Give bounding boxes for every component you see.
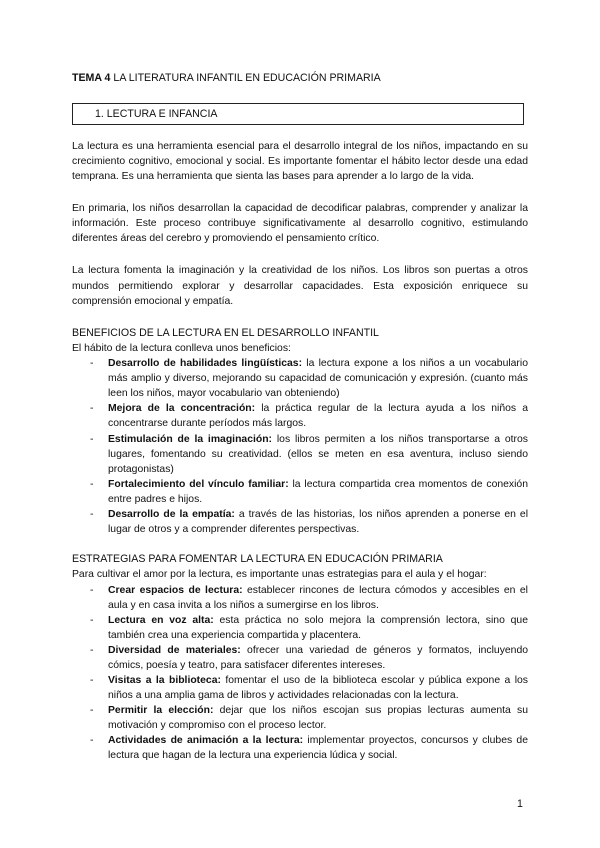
benefits-list (72, 356, 528, 537)
paragraph-3: La lectura fomenta la imaginación y la creatividad de los niños. Los libros son puertas a otros mundos permitiendo explorar y desarrollar capacidades. Esta exposición enriquece su comprensión emocional y empatía. (72, 265, 528, 307)
benefits-intro: El hábito de la lectura conlleva unos beneficios: (72, 343, 291, 355)
item-text: los libros permiten a los niños transportarse a otros lugares, fomentando su creatividad. (ellos se meten en esa aventura, incluso siendo protagonistas) (108, 433, 528, 475)
item-text: la lectura compartida crea momentos de conexión entre padres e hijos. (108, 478, 528, 505)
item-term: Visitas a la biblioteca: (108, 674, 221, 686)
bullet-dash: - (90, 358, 94, 370)
paragraph-2: En primaria, los niños desarrollan la capacidad de decodificar palabras, comprender y analizar la información. Este proceso contribuye significativamente al desarrollo cognitivo, estimulando diferentes áreas del cerebro y promoviendo el pensamiento crítico. (72, 203, 528, 245)
strategies-intro: Para cultivar el amor por la lectura, es importante unas estrategias para el aula y el hogar: (72, 569, 487, 581)
list-item (90, 432, 528, 477)
item-text: implementar proyectos, concursos y clubes de lectura que hagan de la lectura una experiencia lúdica y social. (108, 735, 528, 762)
item-text: la práctica regular de la lectura ayuda a los niños a concentrarse durante períodos más largos. (108, 403, 528, 430)
item-term: Fortalecimiento del vínculo familiar: (108, 478, 289, 490)
item-term: Lectura en voz alta: (108, 614, 214, 626)
item-text: ofrecer una variedad de géneros y formatos, incluyendo cómics, poesía y teatro, para satisfacer diferentes intereses. (108, 644, 529, 671)
bullet-dash: - (90, 674, 94, 686)
page-number: 1 (517, 798, 523, 810)
list-item (90, 733, 528, 763)
item-term: Mejora de la concentración: (108, 403, 256, 415)
item-term: Permitir la elección: (108, 705, 214, 717)
list-item (90, 507, 528, 537)
document-body (72, 139, 528, 778)
item-text: establecer rincones de lectura cómodos y accesibles en el aula y en casa invita a los niños a sumergirse en los libros. (108, 584, 528, 611)
list-item (90, 643, 529, 673)
strategies-list (72, 583, 528, 764)
bullet-dash: - (90, 433, 94, 445)
list-item (90, 583, 528, 613)
title-label: TEMA 4 (72, 72, 111, 84)
section-heading-box (72, 103, 524, 125)
benefits-heading: BENEFICIOS DE LA LECTURA EN EL DESARROLLO INFANTIL (72, 326, 379, 339)
paragraph-1: La lectura es una herramienta esencial para el desarrollo integral de los niños, impactando en su crecimiento cognitivo, emocional y social. Es importante fomentar el hábito lector desde una edad temprana. Es una herramienta que sienta las bases para aprender a lo largo de la vida. (72, 141, 528, 183)
list-item (90, 477, 528, 507)
section-heading: 1. LECTURA E INFANCIA (95, 108, 218, 120)
list-item (90, 673, 528, 703)
bullet-dash: - (90, 508, 94, 520)
bullet-dash: - (90, 705, 94, 717)
document-title (72, 71, 381, 86)
bullet-dash: - (90, 584, 94, 596)
item-text: a través de las historias, los niños aprenden a ponerse en el lugar de otros y a comprender diferentes perspectivas. (108, 508, 528, 535)
bullet-dash: - (90, 735, 94, 747)
item-term: Diversidad de materiales: (108, 644, 241, 656)
bullet-dash: - (90, 403, 94, 415)
item-text: esta práctica no solo mejora la comprensión lectora, sino que también crea una experiencia compartida y placentera. (108, 614, 528, 641)
item-text: dejar que los niños escojan sus propias lecturas aumenta su motivación y compromiso con el proceso lector. (108, 705, 528, 732)
title-text: LA LITERATURA INFANTIL EN EDUCACIÓN PRIMARIA (113, 72, 381, 84)
item-term: Crear espacios de lectura: (108, 584, 243, 596)
bullet-dash: - (90, 614, 94, 626)
list-item (90, 356, 528, 401)
item-term: Desarrollo de la empatía: (108, 508, 235, 520)
bullet-dash: - (90, 478, 94, 490)
item-text: fomentar el uso de la biblioteca escolar y pública expone a los niños a una amplia gama de libros y actividades relacionadas con la lectura. (108, 674, 528, 702)
item-term: Actividades de animación a la lectura: (108, 735, 304, 747)
list-item (90, 703, 528, 733)
bullet-dash: - (90, 644, 94, 656)
strategies-heading: ESTRATEGIAS PARA FOMENTAR LA LECTURA EN EDUCACIÓN PRIMARIA (72, 553, 443, 566)
list-item (90, 613, 528, 643)
item-term: Estimulación de la imaginación: (108, 433, 273, 445)
item-text: la lectura expone a los niños a un vocabulario más amplio y diverso, mejorando su capacidad de comunicación y expresión. (cuanto más leen los niños, mayor vocabulario van obteniendo) (108, 358, 528, 400)
item-term: Desarrollo de habilidades lingüísticas: (108, 358, 303, 370)
list-item (90, 401, 528, 431)
